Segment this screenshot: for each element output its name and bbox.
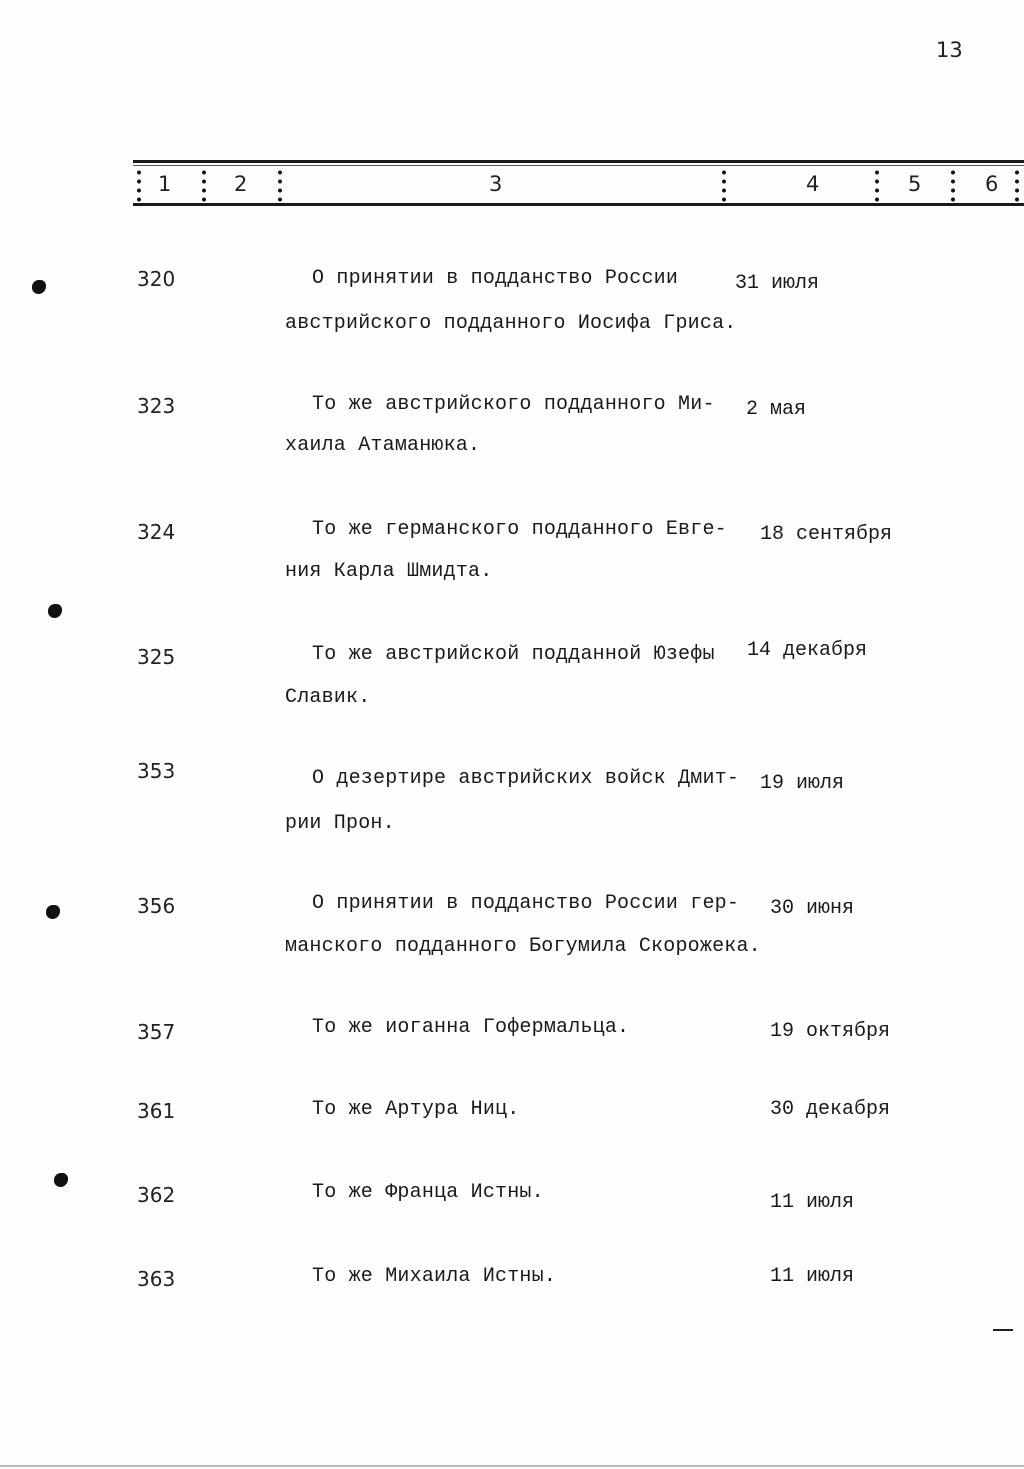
header-top-rule-thin: [133, 165, 1024, 166]
record-number: 361: [137, 1099, 176, 1123]
punch-hole-mark: [32, 280, 46, 294]
margin-dash: [993, 1329, 1013, 1331]
record-number: 356: [137, 894, 176, 918]
column-separator: [1015, 168, 1019, 204]
header-bottom-rule: [133, 203, 1024, 206]
record-title-line: О дезертире австрийских войск Дмит-: [312, 767, 740, 790]
record-number: 324: [137, 520, 176, 544]
record-title-line: То же Франца Истны.: [312, 1181, 544, 1204]
punch-hole-mark: [54, 1173, 68, 1187]
column-header-1: 1: [158, 172, 172, 196]
record-date: 30 декабря: [770, 1098, 891, 1121]
record-number: 320: [137, 267, 176, 291]
column-header-6: 6: [985, 172, 999, 196]
record-date: 11 июля: [770, 1191, 855, 1214]
column-separator: [722, 168, 726, 204]
record-title-line: хаила Атаманюка.: [285, 434, 481, 457]
record-number: 325: [137, 645, 176, 669]
column-header-3: 3: [489, 172, 503, 196]
record-number: 357: [137, 1020, 176, 1044]
column-separator: [875, 168, 879, 204]
column-separator: [278, 168, 282, 204]
column-header-2: 2: [234, 172, 248, 196]
column-header-4: 4: [806, 172, 820, 196]
header-top-rule: [133, 160, 1024, 163]
record-title-line: То же Артура Ниц.: [312, 1098, 520, 1121]
column-header-5: 5: [908, 172, 922, 196]
punch-hole-mark: [48, 604, 62, 618]
record-title-line: То же иоганна Гофермальца.: [312, 1016, 630, 1039]
column-separator: [137, 168, 141, 204]
record-title-line: манского подданного Богумила Скорожека.: [285, 935, 761, 958]
record-title-line: О принятии в подданство России гер-: [312, 892, 740, 915]
record-title-line: То же австрийской подданной Юзефы: [312, 643, 715, 666]
column-separator: [202, 168, 206, 204]
record-title-line: австрийского подданного Иосифа Гриса.: [285, 312, 737, 335]
record-title-line: ния Карла Шмидта.: [285, 560, 493, 583]
record-title-line: То же австрийского подданного Ми-: [312, 393, 715, 416]
record-date: 30 июня: [770, 897, 855, 920]
page-number: 13: [936, 38, 963, 62]
record-number: 323: [137, 394, 176, 418]
record-date: 19 октября: [770, 1020, 891, 1043]
record-number: 363: [137, 1267, 176, 1291]
record-title-line: То же германского подданного Евге-: [312, 518, 727, 541]
record-date: 18 сентября: [760, 523, 893, 546]
record-date: 14 декабря: [747, 639, 868, 662]
punch-hole-mark: [46, 905, 60, 919]
record-number: 353: [137, 759, 176, 783]
record-date: 31 июля: [735, 272, 820, 295]
record-number: 362: [137, 1183, 176, 1207]
record-title-line: То же Михаила Истны.: [312, 1265, 557, 1288]
record-date: 2 мая: [746, 398, 807, 421]
column-separator: [951, 168, 955, 204]
page-bottom-edge: [0, 1465, 1024, 1467]
record-date: 11 июля: [770, 1265, 855, 1288]
record-title-line: рии Прон.: [285, 812, 395, 835]
record-title-line: О принятии в подданство России: [312, 267, 679, 290]
record-title-line: Славик.: [285, 686, 371, 709]
record-date: 19 июля: [760, 772, 845, 795]
